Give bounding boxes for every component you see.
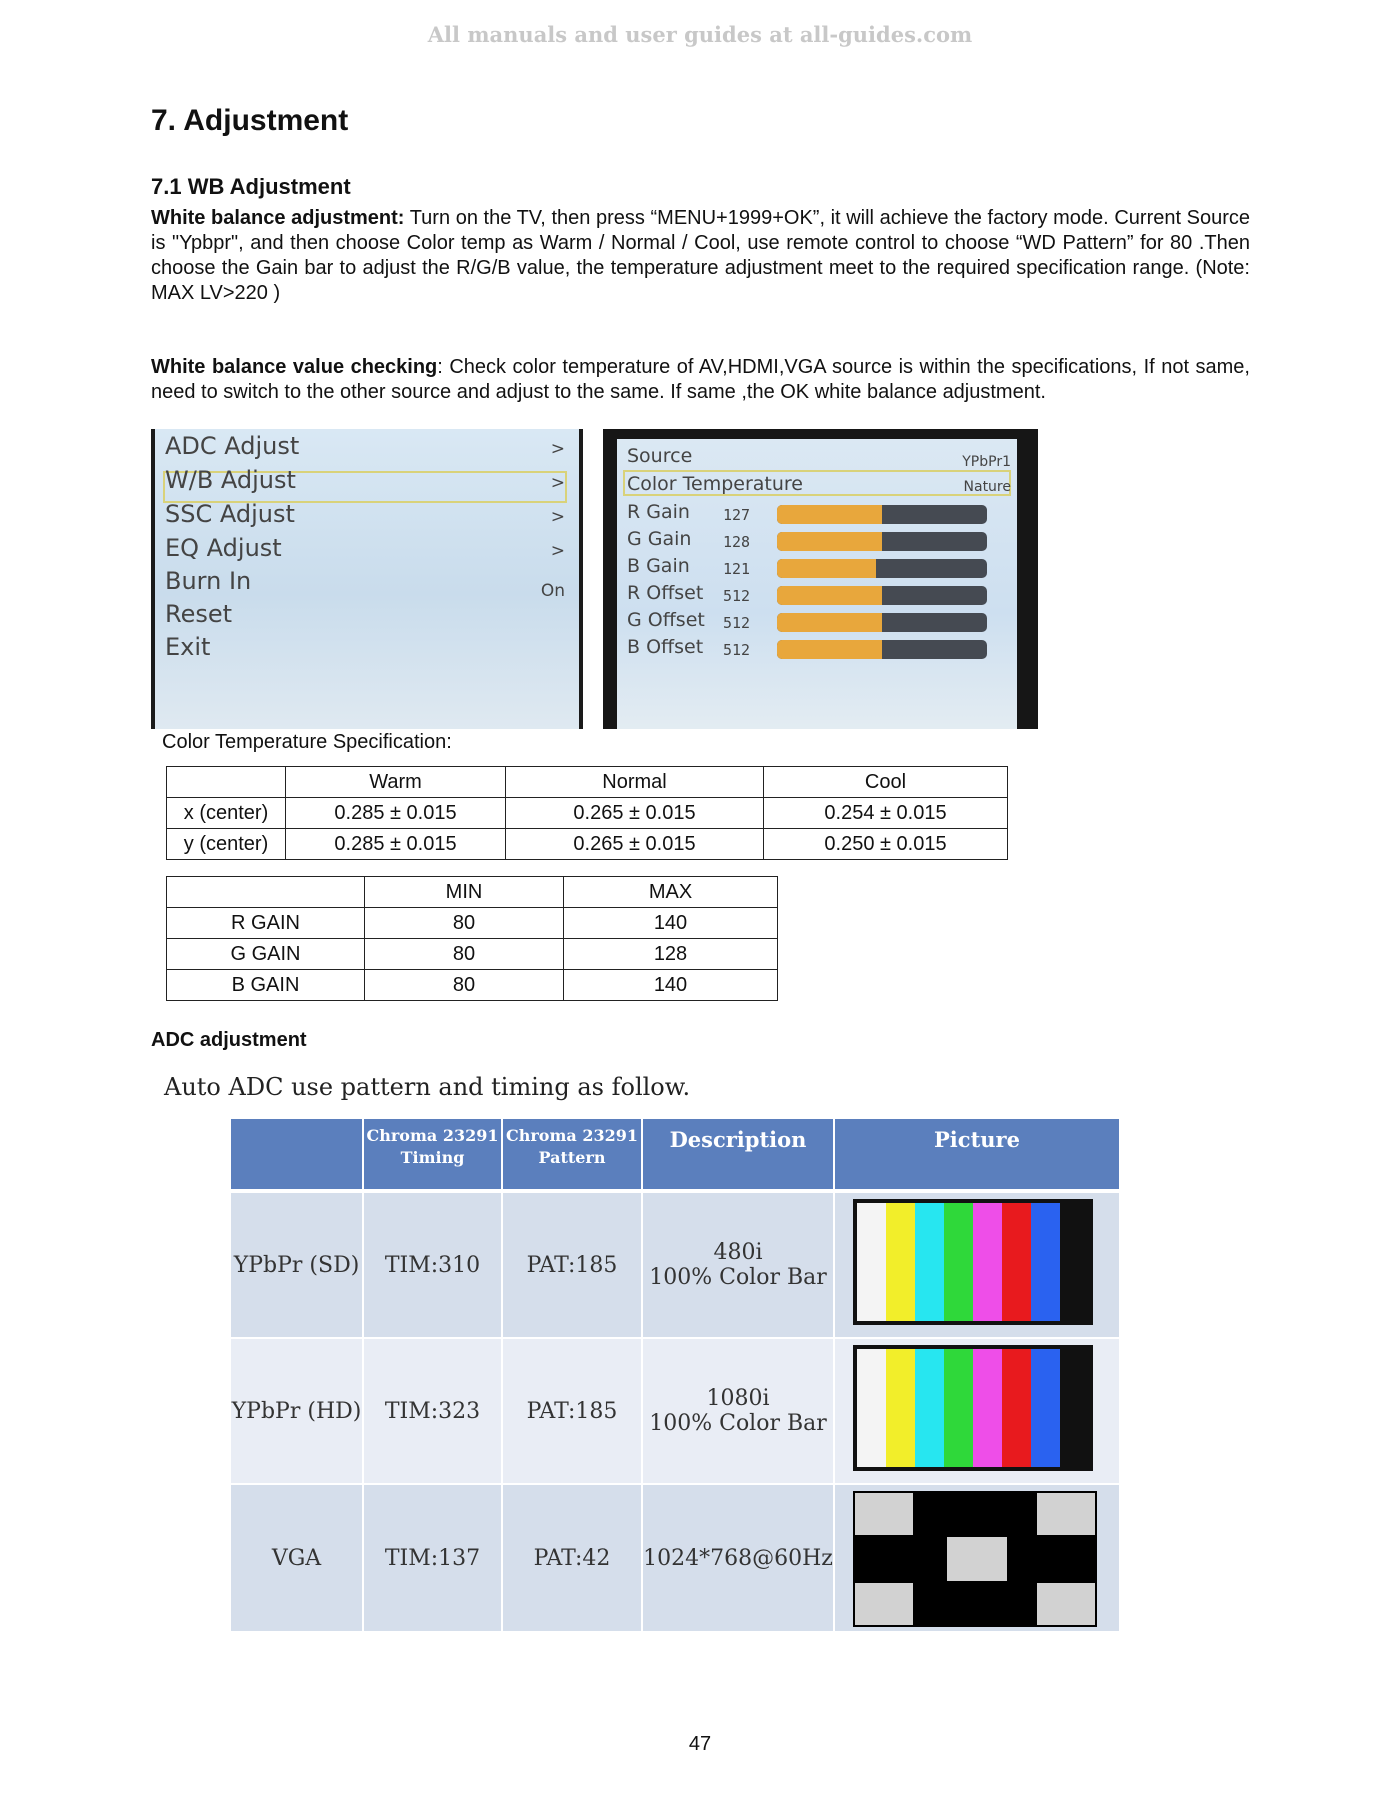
menu-item-eq-adjust: EQ Adjust xyxy=(165,534,282,562)
r-gain-bar xyxy=(777,505,987,524)
section-title: 7. Adjustment xyxy=(151,104,349,137)
color-bar xyxy=(886,1349,915,1467)
wb-check-lead: White balance value checking xyxy=(151,356,438,378)
page-number: 47 xyxy=(688,1733,712,1755)
wb-temp-label: Color Temperature xyxy=(627,473,804,495)
adc-cell-pattern: PAT:185 xyxy=(503,1193,641,1337)
wb-row-value: 127 xyxy=(723,506,751,524)
color-bar xyxy=(1002,1349,1031,1467)
menu-item-adc-adjust: ADC Adjust xyxy=(165,432,300,460)
table-cell: 140 xyxy=(564,970,778,1001)
spec-caption: Color Temperature Specification: xyxy=(162,731,452,753)
color-bar xyxy=(1002,1203,1031,1321)
color-bar xyxy=(973,1349,1002,1467)
b-offset-fill xyxy=(777,640,882,659)
table-cell: 80 xyxy=(365,970,564,1001)
r-offset-bar xyxy=(777,586,987,605)
menu-item-burn-in: Burn In xyxy=(165,567,252,595)
wb-row-value: 512 xyxy=(723,587,751,605)
table-cell xyxy=(167,877,365,908)
watermark: All manuals and user guides at all-guides.com xyxy=(427,22,973,47)
wb-row-label: B Offset xyxy=(627,636,704,658)
adc-cell-picture xyxy=(835,1339,1119,1483)
adc-cell-source: YPbPr (SD) xyxy=(231,1193,362,1337)
adc-desc-line1: 480i xyxy=(713,1240,763,1265)
adc-desc-line1: 1024*768@60Hz xyxy=(643,1545,833,1571)
color-bar xyxy=(1060,1203,1089,1321)
table-header-row xyxy=(167,767,1008,798)
wb-adjust-text: Turn on the TV, then press “MENU+1999+OK”, it will achieve the factory mode. Current Source is "Ypbpr", and then choose Color temp as Warm / Normal / Cool, use remote control to choose “WD Pattern” for 80 .Then choose the Gain bar to adjust the R/G/B value, the temperature adjustment meet to the required specification range. (Note: MAX LV>220 ) xyxy=(151,207,1250,304)
wb-source-label: Source xyxy=(627,445,693,467)
color-bar xyxy=(915,1203,944,1321)
wb-source-value: YPbPr1 xyxy=(962,454,1011,470)
table-cell: x (center) xyxy=(167,798,286,829)
r-offset-fill xyxy=(777,586,882,605)
wb-row-label: R Offset xyxy=(627,582,704,604)
menu-item-eq-arrow: > xyxy=(550,541,565,561)
wb-row-value: 121 xyxy=(723,560,751,578)
table-cell: MIN xyxy=(365,877,564,908)
adc-header-timing: Chroma 23291 Timing xyxy=(364,1119,501,1189)
color-bar xyxy=(1031,1349,1060,1467)
b-offset-bar xyxy=(777,640,987,659)
vga-center-box xyxy=(947,1537,1007,1581)
color-bar xyxy=(1031,1203,1060,1321)
color-bar xyxy=(944,1349,973,1467)
color-bar xyxy=(886,1203,915,1321)
gain-table xyxy=(166,876,778,1001)
wb-check-text: : Check color temperature of AV,HDMI,VGA source is within the specifications, If not same, need to switch to the other source and adjust to the same. If same ,the OK white balance adjustment. xyxy=(151,356,1250,403)
adc-desc-line2: 100% Color Bar xyxy=(649,1265,827,1290)
color-bar xyxy=(1060,1349,1089,1467)
table-cell: 0.265 ± 0.015 xyxy=(506,798,764,829)
adc-desc-line2: 100% Color Bar xyxy=(649,1411,827,1436)
wb-adjust-paragraph xyxy=(151,206,1250,306)
table-row xyxy=(167,798,1008,829)
menu-item-wb-arrow: > xyxy=(550,473,565,493)
menu-item-adc-arrow: > xyxy=(550,439,565,459)
table-cell: G GAIN xyxy=(167,939,365,970)
table-cell: 0.285 ± 0.015 xyxy=(286,829,506,860)
g-offset-bar xyxy=(777,613,987,632)
g-gain-fill xyxy=(777,532,882,551)
table-row xyxy=(167,939,778,970)
adc-header-blank xyxy=(231,1119,362,1189)
b-gain-fill xyxy=(777,559,876,578)
vga-corner-box xyxy=(1037,1493,1095,1535)
color-bar xyxy=(915,1349,944,1467)
adc-cell-pattern: PAT:185 xyxy=(503,1339,641,1483)
wb-temp-value: Nature xyxy=(963,479,1011,495)
wb-row-label: G Gain xyxy=(627,528,692,550)
b-gain-bar xyxy=(777,559,987,578)
menu-item-ssc-adjust: SSC Adjust xyxy=(165,500,295,528)
adc-cell-timing: TIM:137 xyxy=(364,1485,501,1631)
adc-cell-picture xyxy=(835,1193,1119,1337)
wb-row-label: G Offset xyxy=(627,609,705,631)
table-cell: 140 xyxy=(564,908,778,939)
adc-cell-timing: TIM:310 xyxy=(364,1193,501,1337)
color-bar xyxy=(857,1203,886,1321)
vga-test-pattern xyxy=(853,1491,1097,1627)
table-header-row xyxy=(167,877,778,908)
adc-cell-description xyxy=(643,1193,833,1337)
color-bar-pattern-sd xyxy=(853,1199,1093,1325)
adc-cell-pattern: PAT:42 xyxy=(503,1485,641,1631)
table-cell: 80 xyxy=(365,908,564,939)
adc-cell-source: YPbPr (HD) xyxy=(231,1339,362,1483)
r-gain-fill xyxy=(777,505,882,524)
adc-cell-source: VGA xyxy=(231,1485,362,1631)
table-cell: 0.285 ± 0.015 xyxy=(286,798,506,829)
adc-cell-timing: TIM:323 xyxy=(364,1339,501,1483)
adc-cell-description xyxy=(643,1485,833,1631)
menu-item-ssc-arrow: > xyxy=(550,507,565,527)
color-bar-pattern-hd xyxy=(853,1345,1093,1471)
table-cell: 80 xyxy=(365,939,564,970)
adc-table xyxy=(231,1119,1119,1631)
wb-menu-screenshot xyxy=(603,429,1038,729)
table-cell: y (center) xyxy=(167,829,286,860)
factory-menu-screenshot xyxy=(151,429,583,729)
adc-intro: Auto ADC use pattern and timing as follow. xyxy=(164,1073,691,1101)
menu-item-burn-in-value: On xyxy=(540,581,565,601)
adc-header-pattern: Chroma 23291 Pattern xyxy=(503,1119,641,1189)
adc-cell-description xyxy=(643,1339,833,1483)
adc-title: ADC adjustment xyxy=(151,1029,307,1051)
table-cell: 0.250 ± 0.015 xyxy=(764,829,1008,860)
table-cell: Warm xyxy=(286,767,506,798)
vga-corner-box xyxy=(1037,1583,1095,1625)
table-cell: 128 xyxy=(564,939,778,970)
color-bar xyxy=(973,1203,1002,1321)
wb-menu-panel xyxy=(617,439,1017,729)
table-cell: Cool xyxy=(764,767,1008,798)
color-bar xyxy=(944,1203,973,1321)
adc-desc-line1: 1080i xyxy=(706,1386,770,1411)
adc-cell-picture xyxy=(835,1485,1119,1631)
table-cell xyxy=(167,767,286,798)
vga-corner-box xyxy=(855,1493,913,1535)
g-gain-bar xyxy=(777,532,987,551)
vga-corner-box xyxy=(855,1583,913,1625)
g-offset-fill xyxy=(777,613,882,632)
menu-item-reset: Reset xyxy=(165,600,233,628)
wb-row-label: B Gain xyxy=(627,555,690,577)
table-cell: 0.265 ± 0.015 xyxy=(506,829,764,860)
table-cell: MAX xyxy=(564,877,778,908)
table-row xyxy=(167,829,1008,860)
wb-row-value: 128 xyxy=(723,533,751,551)
table-cell: B GAIN xyxy=(167,970,365,1001)
wb-row-label: R Gain xyxy=(627,501,690,523)
table-cell: 0.254 ± 0.015 xyxy=(764,798,1008,829)
wb-row-value: 512 xyxy=(723,641,751,659)
table-cell: Normal xyxy=(506,767,764,798)
table-row xyxy=(167,970,778,1001)
table-row xyxy=(167,908,778,939)
subsection-title: 7.1 WB Adjustment xyxy=(151,174,351,199)
adc-header-description: Description xyxy=(643,1119,833,1189)
wb-adjust-lead: White balance adjustment: xyxy=(151,207,405,229)
menu-item-exit: Exit xyxy=(165,633,211,661)
color-temp-table xyxy=(166,766,1008,860)
adc-header-picture: Picture xyxy=(835,1119,1119,1189)
table-cell: R GAIN xyxy=(167,908,365,939)
color-bar xyxy=(857,1349,886,1467)
menu-item-wb-adjust: W/B Adjust xyxy=(165,466,296,494)
wb-row-value: 512 xyxy=(723,614,751,632)
wb-check-paragraph xyxy=(151,355,1250,405)
